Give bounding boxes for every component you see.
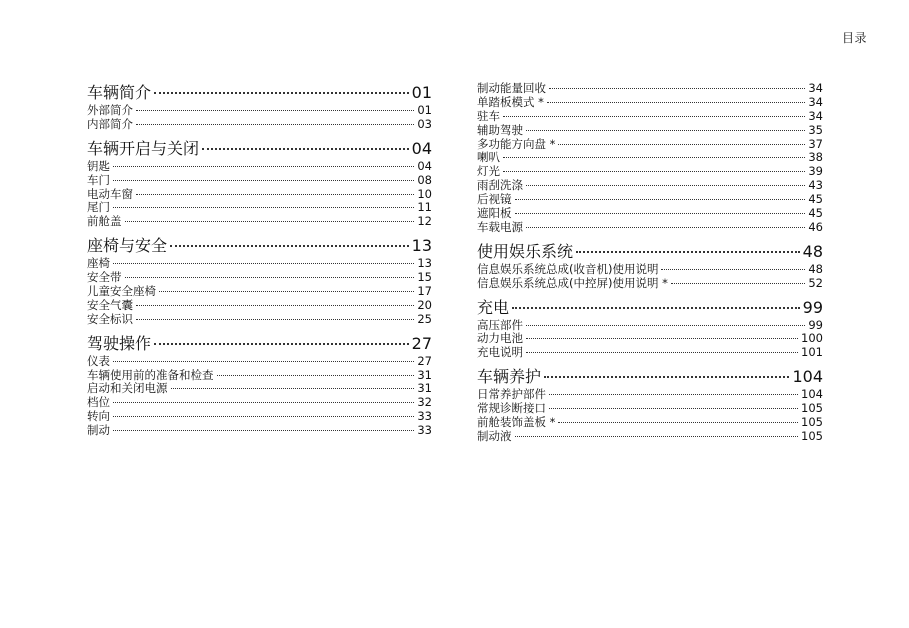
entry-label: 档位 (87, 395, 110, 410)
page-header-title: 目录 (841, 31, 867, 45)
leader-dots (159, 291, 414, 292)
entry-label: 座椅 (87, 256, 110, 271)
entry-label: 多功能方向盘 * (477, 136, 556, 151)
leader-dots (515, 213, 806, 214)
entry-page: 11 (417, 200, 432, 215)
leader-dots (113, 263, 414, 264)
toc-entry[interactable] (477, 207, 823, 221)
toc-section (477, 241, 823, 291)
entry-page: 13 (417, 256, 432, 271)
leader-dots (125, 277, 415, 278)
entry-page: 20 (417, 297, 432, 312)
leader-dots (671, 283, 805, 284)
toc-entry[interactable] (477, 416, 823, 430)
leader-dots (558, 144, 805, 145)
toc-entry[interactable] (477, 388, 823, 402)
section-page: 01 (411, 83, 432, 102)
toc-entry[interactable] (477, 165, 823, 179)
toc-section (477, 366, 823, 444)
leader-dots (549, 88, 805, 89)
toc-entry[interactable] (477, 402, 823, 416)
section-page: 27 (411, 333, 432, 353)
section-title: 车辆开启与关闭 (87, 138, 200, 158)
entry-label: 充电说明 (477, 345, 523, 360)
section-page: 99 (802, 297, 823, 317)
entry-label: 制动能量回收 (477, 81, 546, 95)
entry-page: 34 (808, 94, 823, 109)
entry-page: 45 (808, 206, 823, 221)
leader-dots (526, 130, 805, 131)
entry-label: 转向 (87, 409, 110, 424)
leader-dots (154, 343, 409, 345)
leader-dots (113, 166, 414, 167)
section-page: 48 (802, 241, 823, 261)
toc-entry[interactable] (477, 151, 823, 165)
entry-label: 仪表 (87, 353, 110, 368)
section-page: 13 (411, 236, 432, 256)
entry-label: 车辆使用前的准备和检查 (87, 367, 214, 382)
entry-label: 钥匙 (87, 158, 110, 173)
entry-label: 尾门 (87, 200, 110, 215)
toc-section-heading[interactable] (87, 333, 432, 355)
toc-section-heading[interactable] (477, 241, 823, 263)
entry-page: 101 (801, 345, 823, 360)
leader-dots (136, 124, 414, 125)
entry-label: 内部简介 (87, 116, 133, 131)
section-title: 充电 (477, 297, 510, 317)
toc-entry[interactable] (477, 138, 823, 152)
leader-dots (503, 116, 805, 117)
toc-entry[interactable] (477, 96, 823, 110)
toc-section (477, 297, 823, 361)
section-page: 04 (411, 138, 432, 158)
leader-dots (113, 180, 414, 181)
entry-label: 前舱盖 (87, 214, 122, 229)
toc-entry[interactable] (477, 221, 823, 235)
section-title: 车辆养护 (477, 367, 542, 387)
entry-page: 17 (417, 284, 432, 299)
toc-entry[interactable] (87, 160, 432, 174)
entry-label: 制动 (87, 423, 110, 438)
toc-entry[interactable] (477, 179, 823, 193)
toc-section (87, 235, 432, 326)
leader-dots (113, 430, 414, 431)
toc-entry[interactable] (87, 188, 432, 202)
entry-page: 48 (808, 261, 823, 276)
toc-entry[interactable] (477, 430, 823, 444)
toc-section-heading[interactable] (87, 235, 432, 257)
toc-entry[interactable] (477, 263, 823, 277)
entry-page: 104 (801, 387, 823, 402)
entry-label: 制动液 (477, 428, 512, 443)
toc-entry[interactable] (477, 110, 823, 124)
toc-section (87, 138, 432, 229)
entry-label: 车载电源 (477, 219, 523, 234)
entry-label: 喇叭 (477, 150, 500, 165)
toc-entry[interactable] (477, 346, 823, 360)
toc-section (87, 333, 432, 438)
toc-entry[interactable] (87, 410, 432, 424)
leader-dots (171, 388, 415, 389)
section-title: 使用娱乐系统 (477, 241, 574, 261)
leader-dots (217, 375, 415, 376)
entry-page: 31 (417, 381, 432, 396)
leader-dots (154, 92, 409, 94)
entry-page: 105 (801, 415, 823, 430)
entry-label: 启动和关闭电源 (87, 381, 168, 396)
entry-page: 100 (801, 331, 823, 346)
toc-entry[interactable] (477, 82, 823, 96)
leader-dots (512, 307, 800, 309)
entry-page: 52 (808, 275, 823, 290)
toc-left-column (87, 82, 432, 444)
entry-page: 27 (417, 353, 432, 368)
entry-label: 安全气囊 (87, 297, 133, 312)
toc-section (87, 82, 432, 132)
toc-entry[interactable] (87, 299, 432, 313)
toc-entry[interactable] (87, 118, 432, 132)
toc-continued-entries (477, 82, 823, 235)
entry-page: 39 (808, 164, 823, 179)
entry-page: 105 (801, 428, 823, 443)
entry-page: 105 (801, 401, 823, 416)
leader-dots (576, 251, 800, 253)
leader-dots (526, 338, 798, 339)
entry-label: 安全带 (87, 270, 122, 285)
entry-page: 03 (417, 116, 432, 131)
section-title: 座椅与安全 (87, 236, 168, 256)
entry-label: 儿童安全座椅 (87, 284, 156, 299)
toc-entry[interactable] (87, 215, 432, 229)
toc-entry[interactable] (477, 193, 823, 207)
entry-page: 08 (417, 172, 432, 187)
toc-right-column (477, 82, 823, 450)
leader-dots (136, 194, 414, 195)
toc-entry[interactable] (87, 396, 432, 410)
entry-page: 34 (808, 108, 823, 123)
leader-dots (547, 102, 805, 103)
entry-page: 10 (417, 186, 432, 201)
section-title: 车辆简介 (87, 83, 152, 102)
entry-label: 后视镜 (477, 192, 512, 207)
entry-label: 动力电池 (477, 331, 523, 346)
leader-dots (558, 422, 798, 423)
leader-dots (526, 185, 805, 186)
toc-entry[interactable] (87, 369, 432, 383)
leader-dots (503, 157, 805, 158)
entry-page: 35 (808, 122, 823, 137)
leader-dots (113, 416, 414, 417)
toc-entry[interactable] (87, 355, 432, 369)
entry-label: 安全标识 (87, 311, 133, 326)
entry-label: 雨刮洗涤 (477, 178, 523, 193)
leader-dots (503, 171, 805, 172)
leader-dots (549, 394, 798, 395)
leader-dots (113, 207, 414, 208)
leader-dots (125, 221, 415, 222)
leader-dots (170, 245, 409, 247)
entry-label: 信息娱乐系统总成(收音机)使用说明 (477, 261, 659, 276)
entry-page: 32 (417, 395, 432, 410)
entry-label: 电动车窗 (87, 186, 133, 201)
entry-page: 33 (417, 423, 432, 438)
toc-entry[interactable] (87, 271, 432, 285)
entry-page: 46 (808, 219, 823, 234)
leader-dots (515, 436, 799, 437)
entry-label: 车门 (87, 172, 110, 187)
entry-label: 外部简介 (87, 103, 133, 117)
leader-dots (661, 269, 805, 270)
toc-entry[interactable] (87, 257, 432, 271)
toc-entry[interactable] (87, 201, 432, 215)
leader-dots (136, 305, 414, 306)
toc-entry[interactable] (87, 382, 432, 396)
entry-label: 驻车 (477, 108, 500, 123)
entry-label: 遮阳板 (477, 206, 512, 221)
toc-entry[interactable] (477, 277, 823, 291)
leader-dots (113, 361, 414, 362)
entry-label: 辅助驾驶 (477, 122, 523, 137)
leader-dots (549, 408, 798, 409)
entry-page: 99 (808, 317, 823, 332)
entry-page: 45 (808, 192, 823, 207)
toc-entry[interactable] (477, 332, 823, 346)
toc-entry[interactable] (477, 319, 823, 333)
entry-label: 单踏板模式 * (477, 94, 544, 109)
entry-page: 12 (417, 214, 432, 229)
leader-dots (544, 376, 789, 378)
entry-page: 43 (808, 178, 823, 193)
toc-section-heading[interactable] (477, 297, 823, 319)
toc-section-heading[interactable] (87, 82, 432, 104)
entry-page: 15 (417, 270, 432, 285)
entry-page: 01 (417, 103, 432, 117)
section-title: 驾驶操作 (87, 333, 152, 353)
toc-entry[interactable] (87, 104, 432, 118)
entry-page: 31 (417, 367, 432, 382)
leader-dots (526, 352, 798, 353)
leader-dots (136, 110, 414, 111)
entry-label: 信息娱乐系统总成(中控屏)使用说明 * (477, 275, 668, 290)
entry-label: 日常养护部件 (477, 387, 546, 402)
toc-entry[interactable] (87, 313, 432, 327)
toc-section-heading[interactable] (477, 366, 823, 388)
toc-section-heading[interactable] (87, 138, 432, 160)
leader-dots (113, 402, 414, 403)
toc-entry[interactable] (87, 285, 432, 299)
entry-label: 常规诊断接口 (477, 401, 546, 416)
toc-entry[interactable] (87, 424, 432, 438)
entry-page: 04 (417, 158, 432, 173)
toc-entry[interactable] (477, 124, 823, 138)
entry-label: 高压部件 (477, 317, 523, 332)
entry-page: 37 (808, 136, 823, 151)
entry-page: 25 (417, 311, 432, 326)
leader-dots (526, 227, 805, 228)
entry-label: 灯光 (477, 164, 500, 179)
leader-dots (515, 199, 806, 200)
section-page: 104 (792, 367, 823, 387)
entry-page: 34 (808, 81, 823, 95)
leader-dots (202, 148, 409, 150)
toc-entry[interactable] (87, 174, 432, 188)
leader-dots (136, 319, 414, 320)
entry-page: 38 (808, 150, 823, 165)
leader-dots (526, 325, 805, 326)
entry-page: 33 (417, 409, 432, 424)
entry-label: 前舱装饰盖板 * (477, 415, 556, 430)
